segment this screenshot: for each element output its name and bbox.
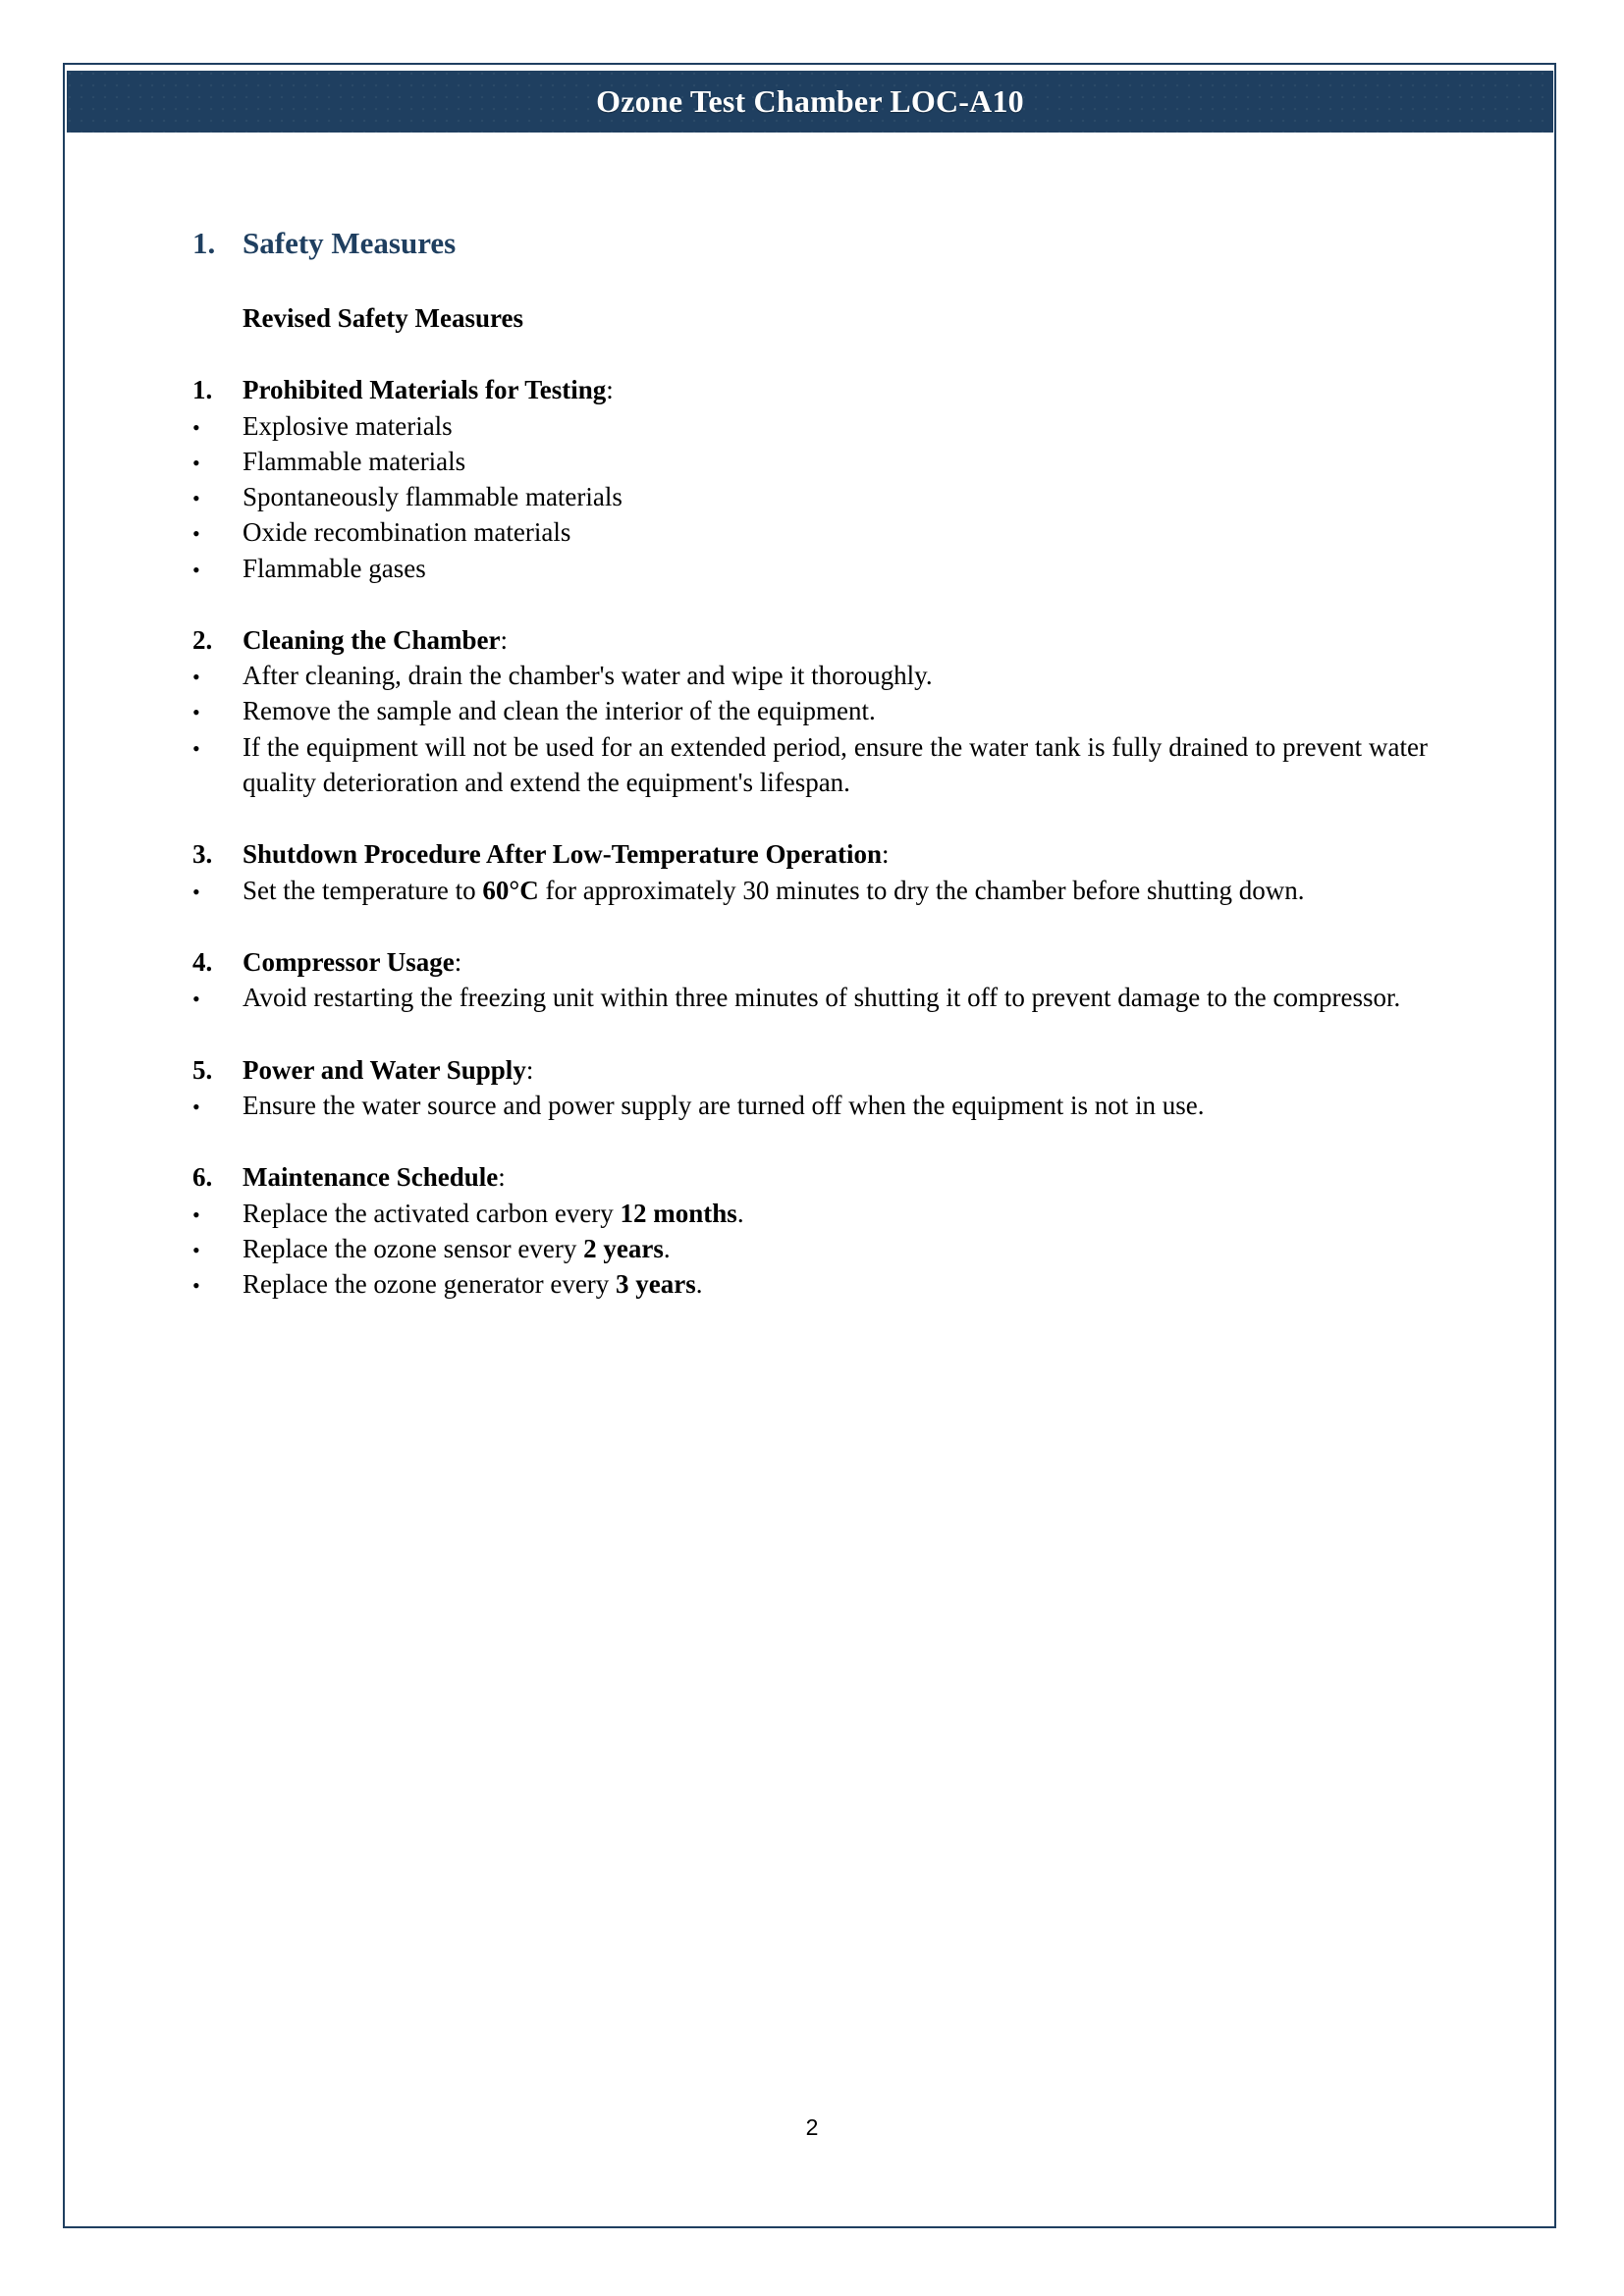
bullet-text: Flammable materials (243, 447, 466, 476)
bullet-text: Remove the sample and clean the interior of the equipment. (243, 696, 876, 726)
subsection-list (192, 336, 1428, 1302)
section-heading (192, 226, 1428, 262)
subsection-number: 4. (192, 946, 213, 977)
subsection-heading (192, 837, 1428, 873)
bullet-item (192, 693, 1428, 728)
subsection-title: Shutdown Procedure After Low-Temperature Operation: (243, 839, 890, 869)
bullet-text: Spontaneously flammable materials (243, 482, 623, 512)
subsection-heading (192, 945, 1428, 981)
document-title: Ozone Test Chamber LOC-A10 (596, 83, 1024, 119)
subsection-number: 3. (192, 839, 213, 869)
bullet-item (192, 658, 1428, 693)
bullet-marker-icon: • (192, 700, 200, 725)
bullet-item (192, 873, 1428, 908)
bullet-marker-icon: • (192, 1095, 200, 1120)
subsection-colon: : (500, 624, 509, 655)
bullet-item (192, 1231, 1428, 1266)
subsection-colon: : (606, 375, 614, 405)
block-spacer (192, 336, 1428, 373)
block-spacer (192, 1123, 1428, 1160)
bullet-emphasis: 60°C (482, 875, 539, 905)
subsection-title: Compressor Usage: (243, 946, 462, 977)
bullet-text: Oxide recombination materials (243, 517, 571, 548)
bullet-marker-icon: • (192, 557, 200, 582)
subsection-colon: : (498, 1162, 506, 1193)
subsection-title: Cleaning the Chamber: (243, 624, 509, 655)
bullet-text: Set the temperature to 60°C for approximately 30 minutes to dry the chamber before shutting down. (243, 875, 1305, 905)
block-spacer (192, 908, 1428, 945)
subsection-heading (192, 1053, 1428, 1089)
subsection-number: 2. (192, 624, 213, 655)
block-spacer (192, 586, 1428, 623)
subsection-title: Prohibited Materials for Testing: (243, 375, 614, 405)
block-spacer (192, 1016, 1428, 1053)
bullet-marker-icon: • (192, 451, 200, 475)
bullet-item (192, 551, 1428, 586)
bullet-item (192, 444, 1428, 479)
subsection-colon: : (525, 1054, 534, 1085)
bullet-text: After cleaning, drain the chamber's water and wipe it thoroughly. (243, 661, 933, 691)
bullet-item (192, 1196, 1428, 1231)
bullet-marker-icon: • (192, 414, 200, 440)
subsection-colon: : (454, 946, 462, 977)
bullet-emphasis: 3 years (616, 1269, 696, 1300)
bullet-marker-icon: • (192, 665, 200, 690)
subsection-heading (192, 623, 1428, 659)
bullet-marker-icon: • (192, 1238, 200, 1263)
document-body (192, 226, 1428, 1303)
document-header-banner (67, 71, 1553, 133)
bullet-item (192, 1266, 1428, 1302)
bullet-text: Avoid restarting the freezing unit within three minutes of shutting it off to prevent damage to the compressor. (243, 983, 1401, 1013)
bullet-text: Replace the ozone sensor every 2 years. (243, 1234, 671, 1264)
subsection-number: 6. (192, 1162, 213, 1193)
bullet-marker-icon: • (192, 521, 200, 547)
bullet-item (192, 729, 1428, 800)
subsection-heading (192, 1160, 1428, 1196)
bullet-text: Flammable gases (243, 553, 426, 583)
bullet-marker-icon: • (192, 1202, 200, 1228)
bullet-text: If the equipment will not be used for an extended period, ensure the water tank is fully drained to prevent water quality deterioration and extend the equipment's lifespan. (243, 731, 1428, 797)
subsection-title: Power and Water Supply: (243, 1054, 534, 1085)
lead-line: Revised Safety Measures (243, 302, 523, 333)
subsection-heading (192, 373, 1428, 408)
bullet-text: Explosive materials (243, 410, 453, 441)
bullet-text: Ensure the water source and power supply are turned off when the equipment is not in use. (243, 1091, 1205, 1121)
bullet-text: Replace the ozone generator every 3 years. (243, 1269, 703, 1300)
section-number: 1. (192, 226, 216, 260)
bullet-marker-icon: • (192, 735, 200, 761)
subsection-colon: : (881, 839, 890, 869)
bullet-marker-icon: • (192, 987, 200, 1012)
bullet-item (192, 408, 1428, 444)
page-number: 2 (805, 2114, 819, 2140)
bullet-item (192, 1088, 1428, 1123)
bullet-marker-icon: • (192, 1273, 200, 1299)
bullet-emphasis: 12 months (620, 1199, 737, 1229)
bullet-item (192, 980, 1428, 1015)
bullet-marker-icon: • (192, 879, 200, 904)
bullet-emphasis: 2 years (583, 1234, 664, 1264)
bullet-text: Replace the activated carbon every 12 months. (243, 1199, 744, 1229)
subsection-number: 1. (192, 375, 213, 405)
bullet-marker-icon: • (192, 486, 200, 511)
section-title: Safety Measures (243, 226, 457, 260)
bullet-item (192, 479, 1428, 514)
bullet-item (192, 514, 1428, 550)
block-spacer (192, 800, 1428, 837)
subsection-title: Maintenance Schedule: (243, 1162, 506, 1193)
subsection-number: 5. (192, 1054, 213, 1085)
